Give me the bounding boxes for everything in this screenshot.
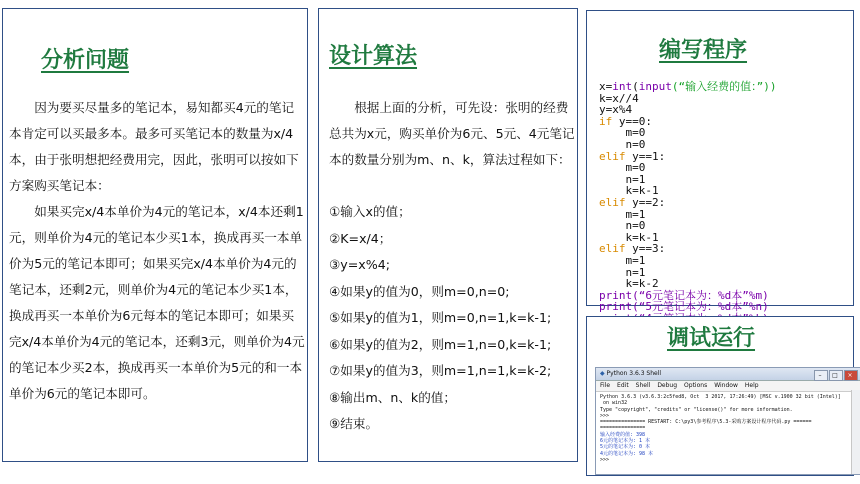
debug-panel <box>586 316 854 476</box>
code-token: (“5元笔记本为：%d本”%n) <box>632 300 769 314</box>
close-icon[interactable]: × <box>844 370 858 381</box>
code-token: y==0: <box>612 114 652 128</box>
algorithm-title: 设计算法 <box>329 44 418 69</box>
analyze-paragraph-2: 如果买完x/4本单价为4元的笔记本，x/4本还剩1元，则单价为4元的笔记本少买1本，换成再买一本单价为5元的笔记本即可；如果买完x/4本单价为4元的笔记本，还剩2元，则单价为4元的笔记本少买1本，换成再买一本单价为6元每本的笔记本即可；如果买完x/4本单价为4元的笔记本，还剩3元，则单价为4元的笔记本少买2本，换成再买一本单价为5元的和一本单价为6元的笔记本即可。 <box>9 204 305 401</box>
algorithm-intro-text: 根据上面的分析，可先设：张明的经费总共为x元，购买单价为6元、5元、4元笔记本的数量分别为m、n、k，算法过程如下： <box>329 100 575 167</box>
python-shell-window[interactable] <box>595 367 860 475</box>
algorithm-intro <box>329 95 575 173</box>
shell-line: >>> <box>600 412 613 419</box>
shell-menu-item[interactable]: Help <box>744 382 759 389</box>
algorithm-step: ⑥如果y的值为2，则m=1,n=0,k=k-1; <box>329 336 552 352</box>
algorithm-step: ①输入x的值； <box>329 204 411 219</box>
shell-menu-item[interactable]: Debug <box>657 382 678 389</box>
code-token: x= <box>599 80 613 93</box>
code-token: n=0 <box>599 219 646 233</box>
shell-menu-item[interactable]: Edit <box>617 382 629 389</box>
code-token: print <box>599 300 633 314</box>
code-token: if <box>599 114 613 128</box>
shell-menu-item[interactable]: File <box>600 382 611 389</box>
code-token: print <box>599 288 633 302</box>
program-title: 编写程序 <box>659 38 748 63</box>
minimize-icon[interactable]: – <box>814 370 828 381</box>
shell-menu-item[interactable]: Options <box>684 382 708 389</box>
shell-line: Python 3.6.3 (v3.6.3:2c5fed8, Oct 3 2017, 17:26:49) [MSC v.1900 32 bit (Intel)] <box>600 394 841 400</box>
code-token: k=k-2 <box>599 277 659 291</box>
code-token: input <box>638 80 672 93</box>
code-token: m=1 <box>599 207 646 221</box>
shell-line: 输入经费的值: 398 <box>600 431 646 438</box>
algorithm-step: ②K=x/4； <box>329 230 392 246</box>
code-token: y==2: <box>625 195 666 209</box>
algorithm-step: ⑧输出m、n、k的值； <box>329 389 456 405</box>
algorithm-steps <box>329 199 551 438</box>
python-logo-icon: ◆ <box>600 370 605 377</box>
code-token: m=0 <box>599 126 646 140</box>
code-token: elif <box>599 195 626 209</box>
algorithm-step: ③y=x%4; <box>329 257 390 272</box>
code-token: y==3: <box>625 242 666 256</box>
code-token: k=k-1 <box>599 184 659 198</box>
code-token: ( <box>632 80 639 93</box>
code-token: elif <box>599 149 626 163</box>
shell-window-title: Python 3.6.3 Shell <box>606 370 662 377</box>
shell-menu-bar <box>596 381 860 392</box>
algorithm-panel <box>318 8 578 462</box>
shell-line: on win32 <box>600 400 628 407</box>
shell-title-bar <box>596 368 860 381</box>
analyze-paragraph-1: 因为要买尽量多的笔记本，易知都买4元的笔记本肯定可以买最多本。最多可买笔记本的数量为x/4本，由于张明想把经费用完，因此，张明可以按如下方案购买笔记本： <box>9 100 299 193</box>
algorithm-step: ⑤如果y的值为1，则m=0,n=1,k=k-1; <box>329 310 552 325</box>
shell-line: 6元的笔记本为: 1 本 <box>600 438 651 445</box>
code-token: y==1: <box>625 149 666 163</box>
algorithm-step: ⑦如果y的值为3，则m=1,n=1,k=k-2; <box>329 363 552 378</box>
analyze-title: 分析问题 <box>41 48 130 73</box>
code-token: y=x%4 <box>599 103 633 117</box>
shell-line: 5元的笔记本为: 0 本 <box>600 444 651 451</box>
analyze-body <box>9 95 305 407</box>
program-panel <box>586 10 854 314</box>
shell-menu-item[interactable]: Shell <box>635 382 651 389</box>
algorithm-step: ④如果y的值为0，则m=0,n=0; <box>329 283 510 299</box>
code-token: n=1 <box>599 172 646 186</box>
debug-title: 调试运行 <box>667 326 756 351</box>
code-token: k=k-1 <box>599 230 659 244</box>
maximize-icon[interactable]: □ <box>829 370 843 381</box>
shell-line: 4元的笔记本为: 98 本 <box>600 450 654 457</box>
code-token: (“输入经费的值：”)) <box>671 80 777 93</box>
shell-line: Type "copyright", "credits" or "license()" for more information. <box>600 406 793 413</box>
code-token: m=0 <box>599 161 646 175</box>
shell-line: >>> <box>600 456 613 463</box>
code-token: n=1 <box>599 265 646 279</box>
code-token: int <box>612 80 633 93</box>
shell-line: =============== RESTART: C:\py3\参考程序\5.3-采购方案设计程序代码.py ====== <box>600 419 812 426</box>
shell-menu-item[interactable]: Window <box>714 382 738 389</box>
code-block <box>599 81 777 324</box>
shell-line: =============== <box>600 425 646 432</box>
code-token: (“6元笔记本为：%d本”%m) <box>632 288 769 302</box>
code-token: m=1 <box>599 253 646 267</box>
shell-scrollbar[interactable] <box>851 390 860 474</box>
code-token: n=0 <box>599 137 646 151</box>
code-token: k=x//4 <box>599 91 639 105</box>
analyze-panel <box>2 8 308 462</box>
shell-output[interactable] <box>596 392 860 465</box>
code-token: elif <box>599 242 626 256</box>
algorithm-step: ⑨结束。 <box>329 416 379 431</box>
